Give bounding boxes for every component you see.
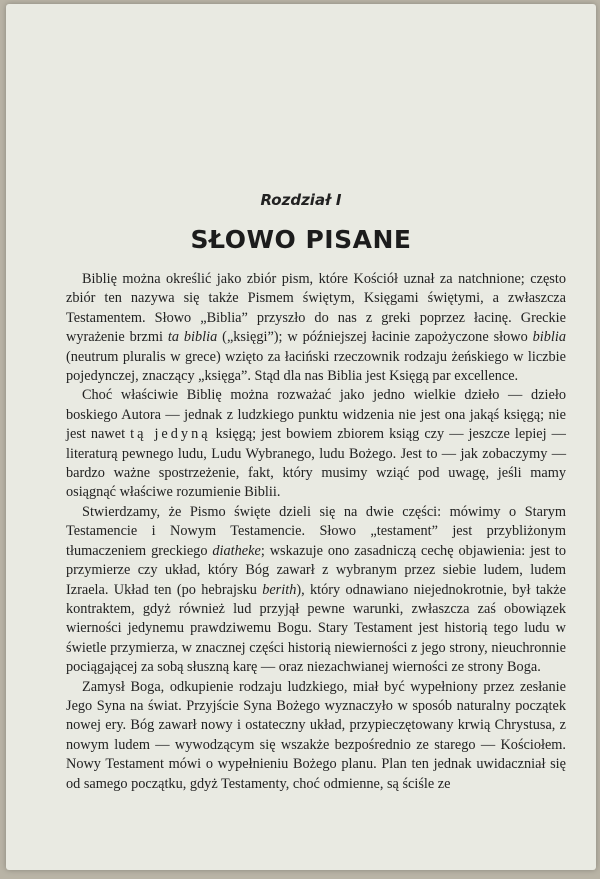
paragraph-text: ; wskazuje ono zasadniczą cechę objawienia: jest to przymierze czy układ, który Bóg zawarł z wybranym przez siebie ludem, ludem Izraela. Układ ten (po hebrajsku: [66, 542, 566, 598]
paragraph-text: ), który odnawiano niejednokrotnie, był także kontraktem, gdyż również lud przyjął pewne warunki, zwłaszcza zaś obowiązek wierności jedynemu prawdziwemu Bogu. Stary Testament jest historią tego ludu w świetle przymierza, w znacznej części historią niewierności z jego strony, nieuchronnie pociągającej za sobą słuszną karę — oraz niezachwianej wierności ze strony Boga.: [66, 581, 566, 676]
paragraph: [66, 503, 566, 678]
paragraph: [66, 270, 566, 386]
emphasized-text: biblia: [532, 329, 566, 346]
chapter-title: SŁOWO PISANE: [190, 225, 412, 254]
paragraph-text: księgą; jest bowiem zbiorem ksiąg czy — jeszcze lepiej — literaturą pewnego ludu, Ludu Wybranego, ludu Bożego. Jest to — jak zobaczymy — bardzo ważne spostrzeżenie, fakt, który musimy wziąć pod uwagę, jeśli mamy osiągnąć właściwe rozumienie Biblii.: [66, 426, 566, 501]
emphasized-text: berith: [262, 581, 297, 598]
paragraph-text: Biblię można określić jako zbiór pism, które Kościół uznał za natchnione; często zbiór ten nazywa się także Pismem świętym, Księgami świętymi, a zwłaszcza Testamentem. Słowo „Biblia” przyszło do nas z greki poprzez łacinę. Greckie wyrażenie brzmi: [66, 271, 566, 346]
paragraph: [66, 678, 566, 794]
emphasized-text: tą jedyną: [130, 426, 211, 443]
emphasized-text: ta biblia: [167, 329, 218, 346]
paragraph-text: („księgi”); w późniejszej łacinie zapożyczone słowo: [217, 329, 533, 346]
paragraph-text: (neutrum pluralis w grece) wzięto za łaciński rzeczownik rodzaju żeńskiego w liczbie pojedynczej, znaczący „księga”. Stąd dla nas Biblia jest Księgą par excellence.: [66, 348, 566, 385]
paragraph-text: Zamysł Boga, odkupienie rodzaju ludzkiego, miał być wypełniony przez zesłanie Jego Syna na świat. Przyjście Syna Bożego wyznaczyło w sposób naturalny początek nowej ery. Bóg zawarł nowy i ostateczny układ, przypieczętowany krwią Chrystusa, z nowym ludem — wywodzącym się wszakże bezpośrednio ze starego — Kościołem. Nowy Testament mówi o wypełnieniu Bożego planu. Plan ten jednak uwidaczniał się od samego początku, gdyż Testamenty, choć odmienne, są ściśle ze: [66, 678, 566, 792]
paragraph: [66, 386, 566, 502]
emphasized-text: diatheke: [212, 542, 261, 559]
bleed-through-header: [6, 58, 596, 71]
chapter-label: Rozdział I: [260, 191, 342, 209]
book-page: [6, 4, 596, 870]
paragraph-text: Stwierdzamy, że Pismo święte dzieli się na dwie części: mówimy o Starym Testamencie i Nowym Testamencie. Słowo „testament” jest przybliżonym tłumaczeniem greckiego: [66, 503, 566, 559]
body-text: [66, 270, 566, 794]
paragraph-text: Choć właściwie Biblię można rozważać jako jedno wielkie dzieło — dzieło boskiego Autora — jednak z ludzkiego punktu widzenia nie jest ona jakąś księgą; nie jest nawet: [66, 387, 566, 443]
